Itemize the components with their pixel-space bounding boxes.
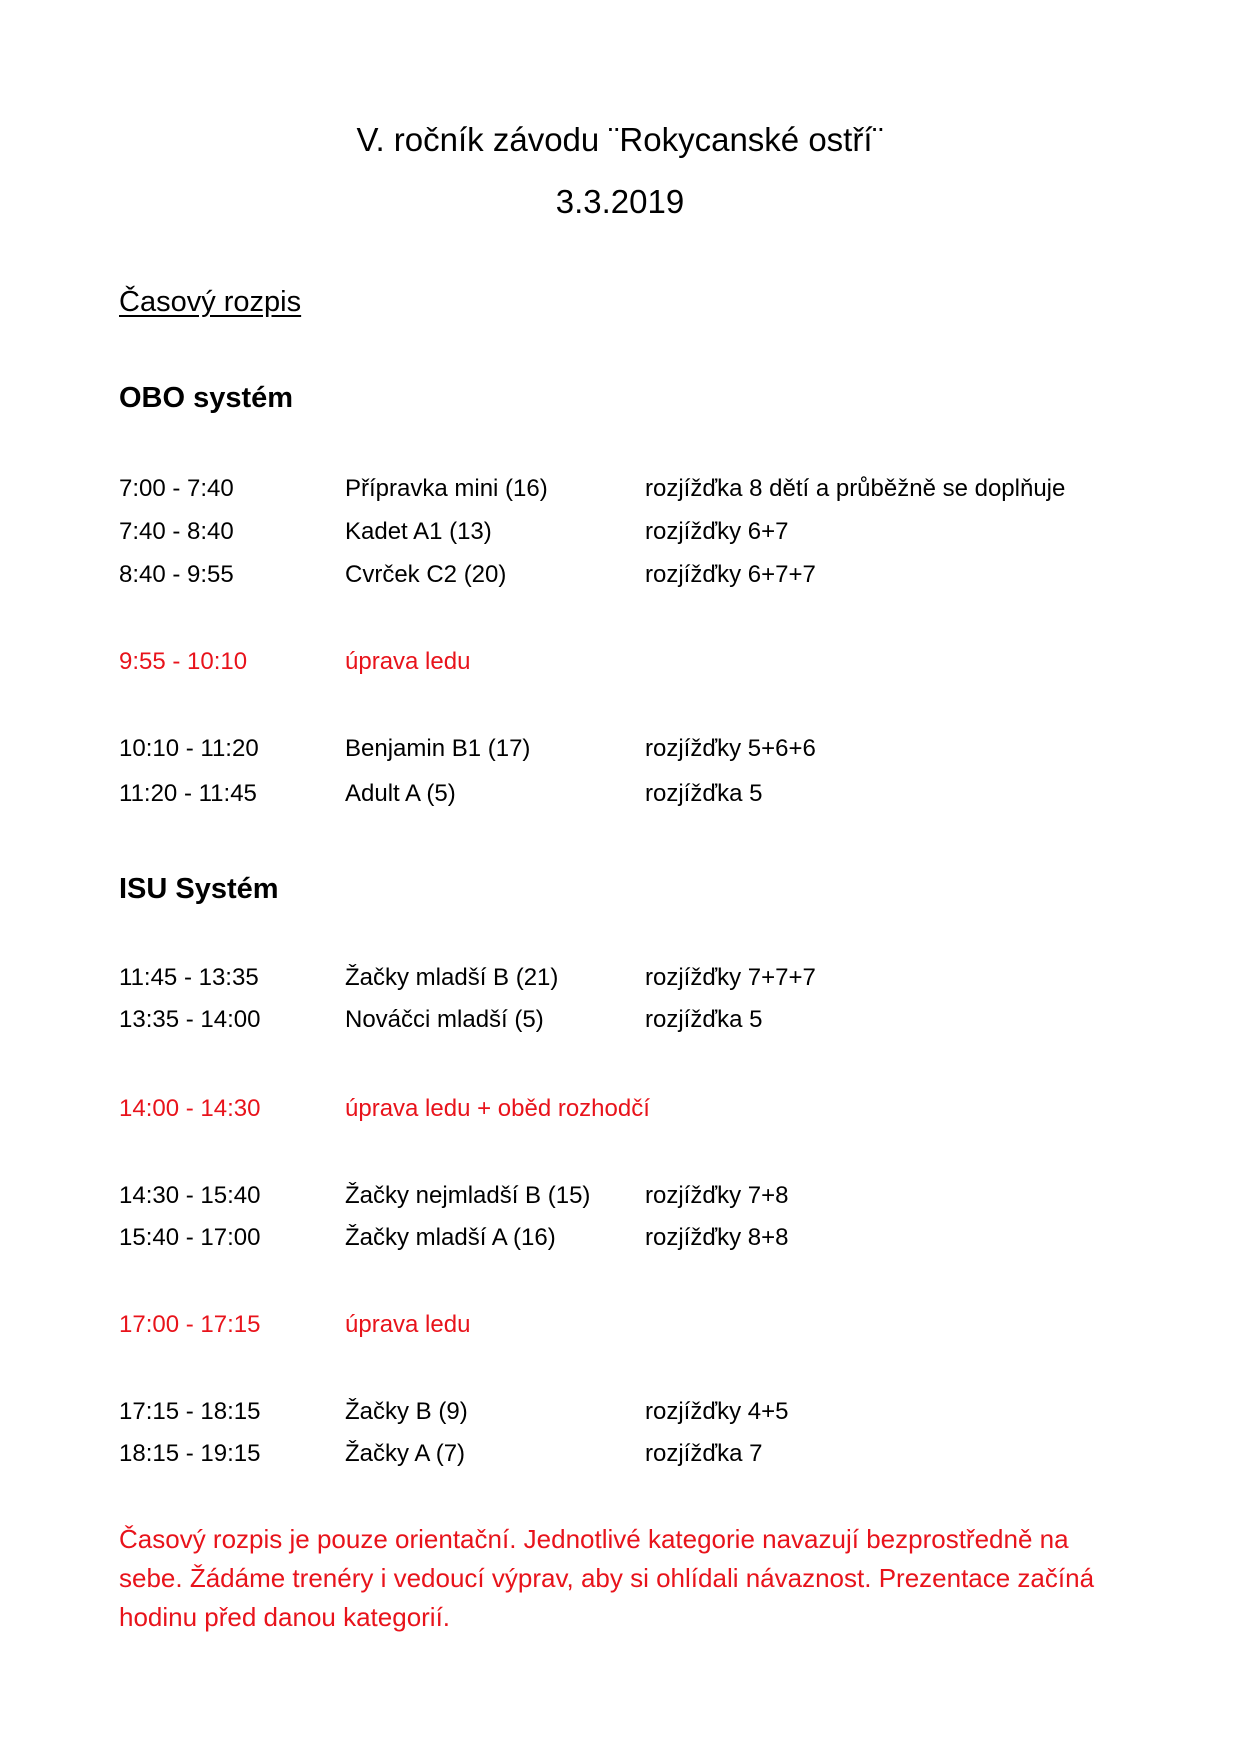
schedule-row [0, 1179, 1240, 1213]
obo-section-heading: OBO systém [119, 382, 294, 414]
row-category: Žačky mladší B (21) [345, 964, 559, 991]
row-note: rozjížďky 6+7+7 [645, 561, 816, 588]
row-category: Benjamin B1 (17) [345, 735, 531, 762]
row-time: 15:40 - 17:00 [119, 1224, 261, 1251]
row-time: 9:55 - 10:10 [119, 648, 248, 675]
row-note: rozjížďka 8 dětí a průběžně se doplňuje [645, 475, 1066, 502]
row-note: rozjížďky 4+5 [645, 1398, 789, 1425]
row-category: Žačky A (7) [345, 1440, 466, 1467]
schedule-row [0, 1003, 1240, 1037]
row-time: 10:10 - 11:20 [119, 735, 259, 762]
ice-maintenance-row [0, 1308, 1240, 1342]
row-note: rozjížďky 7+7+7 [645, 964, 816, 991]
schedule-row [0, 1437, 1240, 1471]
schedule-row [0, 732, 1240, 766]
schedule-row [0, 515, 1240, 549]
schedule-row [0, 777, 1240, 811]
row-time: 7:40 - 8:40 [119, 518, 234, 545]
row-category: Žačky nejmladší B (15) [345, 1182, 591, 1209]
row-category: Žačky mladší A (16) [345, 1224, 556, 1251]
disclaimer-note: Časový rozpis je pouze orientační. Jednotlivé kategorie navazují bezprostředně na sebe. Žádáme trenéry i vedoucí výprav, aby si ohlídali návaznost. Prezentace začíná hodinu před danou kategorií. [119, 1524, 1095, 1632]
schedule-heading: Časový rozpis [119, 286, 302, 318]
row-note: rozjížďka 5 [645, 1006, 763, 1033]
event-date: 3.3.2019 [555, 183, 685, 220]
schedule-row [0, 1221, 1240, 1255]
row-note: rozjížďky 6+7 [645, 518, 789, 545]
isu-section-heading: ISU Systém [119, 873, 279, 905]
document-title: V. ročník závodu ¨Rokycanské ostří¨ [356, 121, 884, 158]
row-category: úprava ledu [345, 648, 471, 675]
row-category: úprava ledu [345, 1311, 471, 1338]
row-category: Nováčci mladší (5) [345, 1006, 544, 1033]
ice-maintenance-row [0, 645, 1240, 679]
schedule-row [0, 961, 1240, 995]
row-note: rozjížďky 8+8 [645, 1224, 789, 1251]
row-time: 11:45 - 13:35 [119, 964, 259, 991]
row-category: Cvrček C2 (20) [345, 561, 507, 588]
row-time: 17:15 - 18:15 [119, 1398, 261, 1425]
ice-maintenance-lunch-row [0, 1092, 1240, 1126]
row-time: 18:15 - 19:15 [119, 1440, 261, 1467]
row-category: Kadet A1 (13) [345, 518, 492, 545]
row-time: 14:30 - 15:40 [119, 1182, 261, 1209]
row-time: 7:00 - 7:40 [119, 475, 234, 502]
schedule-row [0, 558, 1240, 592]
row-note: rozjížďka 5 [645, 780, 763, 807]
row-category: Přípravka mini (16) [345, 475, 548, 502]
row-time: 8:40 - 9:55 [119, 561, 234, 588]
row-time: 17:00 - 17:15 [119, 1311, 261, 1338]
row-time: 14:00 - 14:30 [119, 1095, 261, 1122]
row-time: 11:20 - 11:45 [119, 780, 257, 807]
row-time: 13:35 - 14:00 [119, 1006, 261, 1033]
row-note: rozjížďky 7+8 [645, 1182, 789, 1209]
row-category: úprava ledu + oběd rozhodčí [345, 1095, 650, 1122]
schedule-row [0, 1395, 1240, 1429]
row-note: rozjížďka 7 [645, 1440, 763, 1467]
row-note: rozjížďky 5+6+6 [645, 735, 816, 762]
schedule-row [0, 472, 1240, 506]
row-category: Adult A (5) [345, 780, 456, 807]
row-category: Žačky B (9) [345, 1398, 468, 1425]
